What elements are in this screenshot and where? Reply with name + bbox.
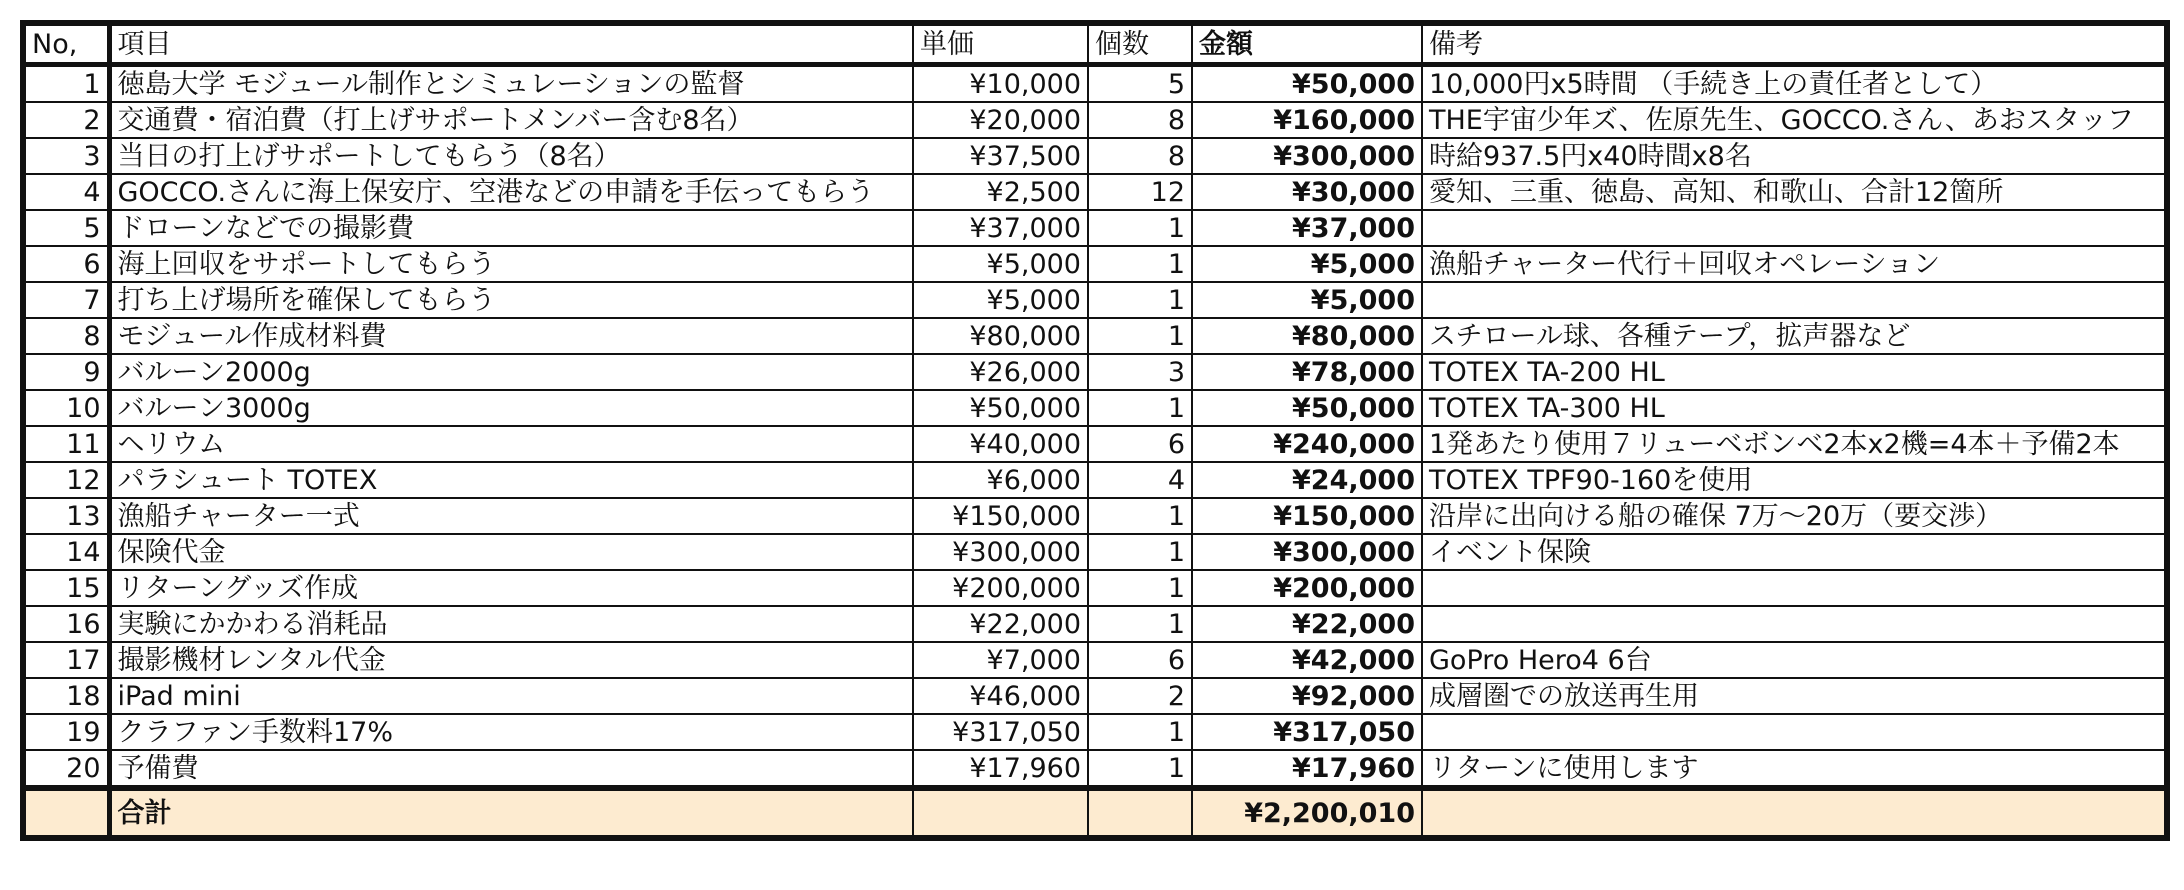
cell-note: 沿岸に出向ける船の確保 7万〜20万（要交渉） (1422, 498, 2167, 534)
total-note-cell (1422, 788, 2167, 838)
total-row (23, 788, 2167, 838)
table-row (23, 426, 2167, 462)
table-row (23, 65, 2167, 103)
cell-unit-price: ¥20,000 (913, 102, 1088, 138)
cell-item: パラシュート TOTEX (109, 462, 913, 498)
cell-item: 保険代金 (109, 534, 913, 570)
cell-no: 9 (23, 354, 109, 390)
total-no-cell (23, 788, 109, 838)
cell-note: GoPro Hero4 6台 (1422, 642, 2167, 678)
cell-amount: ¥200,000 (1192, 570, 1422, 606)
table-row (23, 138, 2167, 174)
table-body (23, 65, 2167, 789)
cell-qty: 6 (1088, 426, 1192, 462)
cell-note: 時給937.5円x40時間x8名 (1422, 138, 2167, 174)
table-row (23, 714, 2167, 750)
cell-note: 漁船チャーター代行＋回収オペレーション (1422, 246, 2167, 282)
cell-unit-price: ¥5,000 (913, 282, 1088, 318)
table-row (23, 570, 2167, 606)
cell-qty: 1 (1088, 246, 1192, 282)
cell-qty: 5 (1088, 65, 1192, 103)
cell-no: 15 (23, 570, 109, 606)
cell-item: バルーン3000g (109, 390, 913, 426)
cell-qty: 2 (1088, 678, 1192, 714)
cell-amount: ¥30,000 (1192, 174, 1422, 210)
cell-amount: ¥80,000 (1192, 318, 1422, 354)
cell-note (1422, 570, 2167, 606)
cell-item: 撮影機材レンタル代金 (109, 642, 913, 678)
cell-unit-price: ¥17,960 (913, 750, 1088, 788)
cell-item: クラファン手数料17% (109, 714, 913, 750)
header-amount: 金額 (1192, 23, 1422, 65)
cell-unit-price: ¥26,000 (913, 354, 1088, 390)
cell-no: 1 (23, 65, 109, 103)
total-unit-price-cell (913, 788, 1088, 838)
cell-item: リターングッズ作成 (109, 570, 913, 606)
cell-unit-price: ¥40,000 (913, 426, 1088, 462)
table-row (23, 390, 2167, 426)
cell-amount: ¥22,000 (1192, 606, 1422, 642)
cell-no: 2 (23, 102, 109, 138)
cell-unit-price: ¥2,500 (913, 174, 1088, 210)
cell-item: 予備費 (109, 750, 913, 788)
table-row (23, 642, 2167, 678)
cell-no: 6 (23, 246, 109, 282)
table-row (23, 750, 2167, 788)
cell-amount: ¥37,000 (1192, 210, 1422, 246)
cell-amount: ¥240,000 (1192, 426, 1422, 462)
cell-amount: ¥317,050 (1192, 714, 1422, 750)
cell-unit-price: ¥80,000 (913, 318, 1088, 354)
cell-qty: 12 (1088, 174, 1192, 210)
cell-qty: 8 (1088, 138, 1192, 174)
cell-no: 18 (23, 678, 109, 714)
cell-qty: 1 (1088, 282, 1192, 318)
cell-note (1422, 210, 2167, 246)
cell-note: 愛知、三重、徳島、高知、和歌山、合計12箇所 (1422, 174, 2167, 210)
cell-item: ドローンなどでの撮影費 (109, 210, 913, 246)
cell-unit-price: ¥317,050 (913, 714, 1088, 750)
header-unit-price: 単価 (913, 23, 1088, 65)
cell-no: 17 (23, 642, 109, 678)
cell-note: THE宇宙少年ズ、佐原先生、GOCCO.さん、あおスタッフ (1422, 102, 2167, 138)
table-row (23, 282, 2167, 318)
cell-qty: 1 (1088, 570, 1192, 606)
cell-no: 3 (23, 138, 109, 174)
cell-unit-price: ¥7,000 (913, 642, 1088, 678)
cell-qty: 8 (1088, 102, 1192, 138)
cell-no: 16 (23, 606, 109, 642)
cell-amount: ¥24,000 (1192, 462, 1422, 498)
cell-item: 徳島大学 モジュール制作とシミュレーションの監督 (109, 65, 913, 103)
cell-item: 海上回収をサポートしてもらう (109, 246, 913, 282)
cell-qty: 6 (1088, 642, 1192, 678)
cell-no: 19 (23, 714, 109, 750)
cell-amount: ¥300,000 (1192, 138, 1422, 174)
cell-item: 実験にかかわる消耗品 (109, 606, 913, 642)
cell-qty: 1 (1088, 534, 1192, 570)
cell-no: 14 (23, 534, 109, 570)
table-row (23, 318, 2167, 354)
cell-item: iPad mini (109, 678, 913, 714)
cell-amount: ¥50,000 (1192, 65, 1422, 103)
header-row (23, 23, 2167, 65)
cell-amount: ¥78,000 (1192, 354, 1422, 390)
cell-item: 打ち上げ場所を確保してもらう (109, 282, 913, 318)
cell-note: TOTEX TA-200 HL (1422, 354, 2167, 390)
cell-qty: 1 (1088, 606, 1192, 642)
total-qty-cell (1088, 788, 1192, 838)
cell-note (1422, 714, 2167, 750)
table-row (23, 606, 2167, 642)
table-row (23, 102, 2167, 138)
cell-note: 成層圏での放送再生用 (1422, 678, 2167, 714)
cell-amount: ¥5,000 (1192, 282, 1422, 318)
cell-item: ヘリウム (109, 426, 913, 462)
cell-amount: ¥42,000 (1192, 642, 1422, 678)
cell-amount: ¥50,000 (1192, 390, 1422, 426)
header-note: 備考 (1422, 23, 2167, 65)
cell-qty: 1 (1088, 390, 1192, 426)
cell-qty: 1 (1088, 750, 1192, 788)
cell-unit-price: ¥10,000 (913, 65, 1088, 103)
cell-item: バルーン2000g (109, 354, 913, 390)
cell-note (1422, 282, 2167, 318)
cell-note: スチロール球、各種テープ，拡声器など (1422, 318, 2167, 354)
header-no: No, (23, 23, 109, 65)
table-row (23, 174, 2167, 210)
cell-amount: ¥5,000 (1192, 246, 1422, 282)
cell-no: 5 (23, 210, 109, 246)
table-row (23, 246, 2167, 282)
cell-item: 当日の打上げサポートしてもらう（8名） (109, 138, 913, 174)
cell-amount: ¥150,000 (1192, 498, 1422, 534)
table-row (23, 678, 2167, 714)
cell-no: 10 (23, 390, 109, 426)
cell-amount: ¥92,000 (1192, 678, 1422, 714)
header-qty: 個数 (1088, 23, 1192, 65)
table-row (23, 462, 2167, 498)
cell-unit-price: ¥50,000 (913, 390, 1088, 426)
cell-unit-price: ¥37,000 (913, 210, 1088, 246)
cell-qty: 1 (1088, 498, 1192, 534)
cell-item: 交通費・宿泊費（打上げサポートメンバー含む8名） (109, 102, 913, 138)
cell-no: 12 (23, 462, 109, 498)
table-row (23, 210, 2167, 246)
table-row (23, 498, 2167, 534)
cell-qty: 1 (1088, 318, 1192, 354)
table-row (23, 354, 2167, 390)
total-label: 合計 (109, 788, 913, 838)
header-item: 項目 (109, 23, 913, 65)
cell-item: モジュール作成材料費 (109, 318, 913, 354)
cell-item: 漁船チャーター一式 (109, 498, 913, 534)
cell-no: 8 (23, 318, 109, 354)
cell-no: 13 (23, 498, 109, 534)
cell-amount: ¥17,960 (1192, 750, 1422, 788)
cell-note: 10,000円x5時間 （手続き上の責任者として） (1422, 65, 2167, 103)
cell-note: イベント保険 (1422, 534, 2167, 570)
cell-unit-price: ¥5,000 (913, 246, 1088, 282)
cell-qty: 1 (1088, 210, 1192, 246)
cell-unit-price: ¥37,500 (913, 138, 1088, 174)
cell-unit-price: ¥200,000 (913, 570, 1088, 606)
cell-no: 11 (23, 426, 109, 462)
cell-note: リターンに使用します (1422, 750, 2167, 788)
budget-table (20, 20, 2170, 841)
cell-note: TOTEX TPF90-160を使用 (1422, 462, 2167, 498)
cell-qty: 3 (1088, 354, 1192, 390)
cell-unit-price: ¥6,000 (913, 462, 1088, 498)
cell-amount: ¥160,000 (1192, 102, 1422, 138)
cell-note (1422, 606, 2167, 642)
table-row (23, 534, 2167, 570)
cell-note: 1発あたり使用７リューベボンベ2本x2機=4本＋予備2本 (1422, 426, 2167, 462)
cell-no: 7 (23, 282, 109, 318)
cell-amount: ¥300,000 (1192, 534, 1422, 570)
cell-unit-price: ¥22,000 (913, 606, 1088, 642)
cell-unit-price: ¥150,000 (913, 498, 1088, 534)
cell-qty: 4 (1088, 462, 1192, 498)
total-amount: ¥2,200,010 (1192, 788, 1422, 838)
cell-item: GOCCO.さんに海上保安庁、空港などの申請を手伝ってもらう (109, 174, 913, 210)
cell-unit-price: ¥300,000 (913, 534, 1088, 570)
cell-no: 4 (23, 174, 109, 210)
cell-unit-price: ¥46,000 (913, 678, 1088, 714)
cell-no: 20 (23, 750, 109, 788)
cell-qty: 1 (1088, 714, 1192, 750)
cell-note: TOTEX TA-300 HL (1422, 390, 2167, 426)
